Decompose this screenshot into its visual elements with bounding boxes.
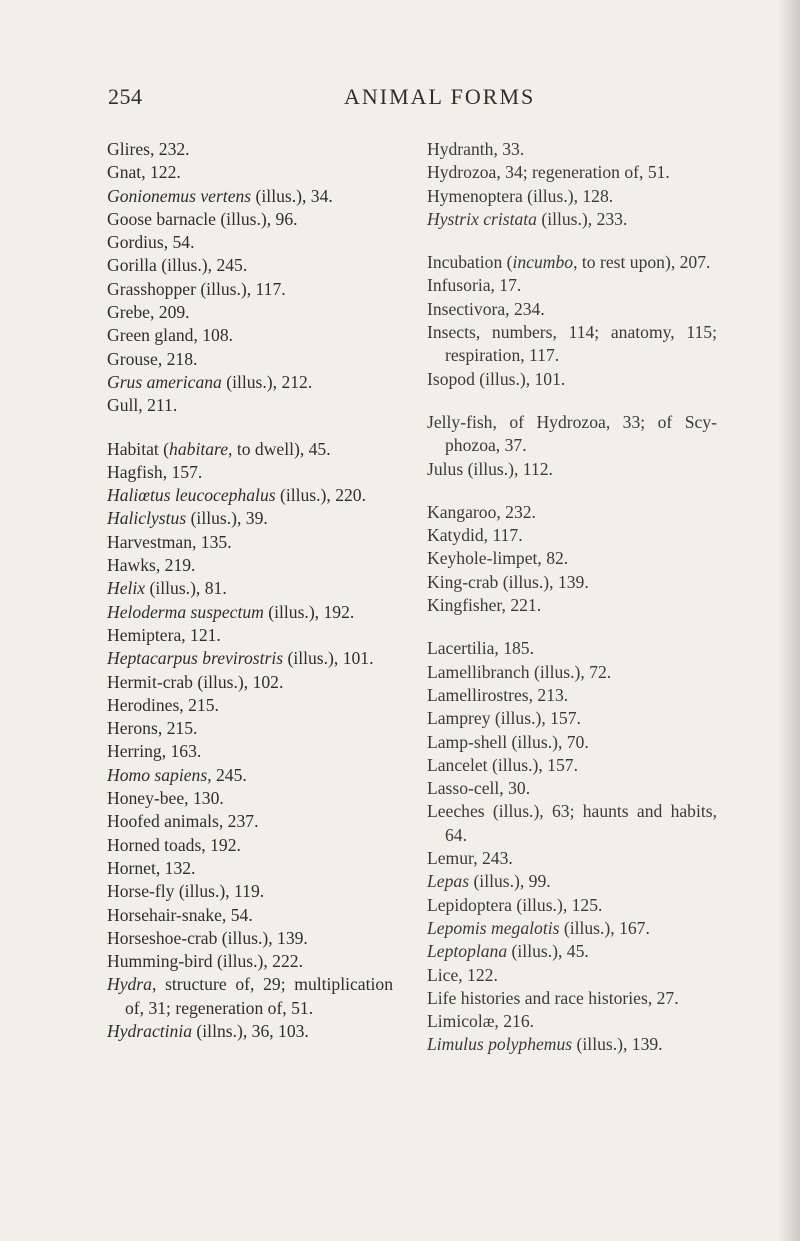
index-entry-italic-term: Heptacarpus brevirostris <box>107 648 284 669</box>
index-entry-italic-term: Lepas <box>427 871 470 892</box>
index-entry <box>107 834 393 857</box>
index-entry-text: Keyhole-limpet, 82. <box>427 548 569 569</box>
index-entry-text: Lacertilia, 185. <box>427 638 534 659</box>
index-entry <box>107 324 393 347</box>
index-entry <box>427 524 717 547</box>
index-entry <box>107 371 393 394</box>
index-entry <box>427 731 717 754</box>
index-entry-text: King-crab (illus.), 139. <box>427 571 589 592</box>
index-entry-text: Lemur, 243. <box>427 848 513 869</box>
index-entry-text: Horsehair-snake, 54. <box>107 904 253 925</box>
index-entry-text: (illus.), 39. <box>186 508 268 529</box>
index-entry <box>427 571 717 594</box>
page-edge-shadow <box>778 0 800 1241</box>
index-column-right <box>427 138 717 1057</box>
index-entry <box>427 684 717 707</box>
index-entry-text: (illns.), 36, 103. <box>192 1020 309 1041</box>
index-entry <box>427 847 717 870</box>
index-entry <box>107 787 393 810</box>
index-entry <box>107 740 393 763</box>
index-entry-text: (illus.), 81. <box>145 578 227 599</box>
index-entry <box>107 278 393 301</box>
index-entry-text: Insectivora, 234. <box>427 298 545 319</box>
index-entry <box>107 348 393 371</box>
index-entry-text: Hornet, 132. <box>107 857 196 878</box>
index-entry-text: (illus.), 34. <box>251 185 333 206</box>
index-entry-text: Life histories and race histories, 27. <box>427 987 679 1008</box>
index-group-k <box>427 501 717 617</box>
index-entry-text: Grouse, 218. <box>107 348 198 369</box>
index-entry-text: Glires, 232. <box>107 139 190 159</box>
index-entry <box>107 810 393 833</box>
index-entry-text: Kingfisher, 221. <box>427 595 542 616</box>
index-entry-text: Herring, 163. <box>107 741 202 762</box>
index-entry-text: Katydid, 117. <box>427 525 523 546</box>
index-entry-text: Incubation ( <box>427 252 513 273</box>
index-entry <box>427 777 717 800</box>
index-entry <box>107 1020 393 1043</box>
index-entry <box>107 717 393 740</box>
index-entry-text: (illus.), 101. <box>283 648 374 669</box>
index-entry-text: Hydrozoa, 34; regeneration of, 51. <box>427 162 670 183</box>
index-entry <box>427 1033 717 1056</box>
index-entry-text: Lamprey (illus.), 157. <box>427 708 581 729</box>
page-number: 254 <box>108 84 143 109</box>
index-entry <box>427 1010 717 1033</box>
index-entry-text: Isopod (illus.), 101. <box>427 368 566 389</box>
group-spacer <box>107 418 393 438</box>
index-entry-text: Lice, 122. <box>427 964 498 985</box>
index-entry-text: Hermit-crab (illus.), 102. <box>107 671 284 692</box>
index-entry-text: (illus.), 192. <box>263 601 355 622</box>
index-entry-italic-term: Gonionemus vertens <box>107 185 252 206</box>
index-entry-text: (illus.), 45. <box>507 941 589 962</box>
index-entry-text: Lamellibranch (illus.), 72. <box>427 661 612 682</box>
index-entry-text: Goose barnacle (illus.), 96. <box>107 208 298 229</box>
index-group-l <box>427 637 717 1056</box>
index-entry <box>107 601 393 624</box>
group-spacer <box>427 481 717 501</box>
index-entry <box>107 577 393 600</box>
index-entry <box>107 764 393 787</box>
index-entry <box>107 231 393 254</box>
index-entry-text: Habitat ( <box>107 438 170 459</box>
index-entry <box>107 507 393 530</box>
index-entry-text: Hoofed animals, 237. <box>107 811 259 832</box>
index-entry <box>107 554 393 577</box>
index-entry <box>427 185 717 208</box>
index-entry <box>427 458 717 481</box>
index-entry <box>427 894 717 917</box>
index-entry <box>427 501 717 524</box>
index-entry-text: Lepidoptera (illus.), 125. <box>427 894 603 915</box>
index-entry-text: Grasshopper (illus.), 117. <box>107 278 286 299</box>
index-entry-italic-term: Leptoplana <box>427 941 508 962</box>
index-entry-text: Grebe, 209. <box>107 302 190 323</box>
index-entry <box>107 694 393 717</box>
index-entry-italic-term: Hydractinia <box>107 1020 193 1041</box>
index-entry-text: , structure of, 29; multiplication of, 31; regeneration of, 51. <box>125 974 393 1018</box>
index-group-h <box>107 438 393 1044</box>
index-entry <box>427 321 717 368</box>
index-entry <box>427 707 717 730</box>
index-entry <box>107 438 393 461</box>
index-entry-text: (illus.), 167. <box>559 917 650 938</box>
index-entry-text: Insects, numbers, 114; anatomy, 115; respiration, 117. <box>427 322 717 366</box>
index-entry-text: (illus.), 139. <box>572 1034 663 1055</box>
index-entry <box>107 254 393 277</box>
index-entry-text: Lamp-shell (illus.), 70. <box>427 731 589 752</box>
index-entry <box>427 138 717 161</box>
index-entry <box>107 138 393 161</box>
index-entry-text: Hymenoptera (illus.), 128. <box>427 185 614 206</box>
index-entry-text: Gnat, 122. <box>107 162 181 183</box>
index-entry-text: Hagfish, 157. <box>107 461 203 482</box>
index-entry-text: Harvestman, 135. <box>107 531 232 552</box>
index-entry <box>107 671 393 694</box>
index-entry-text: (illus.), 212. <box>221 371 313 392</box>
index-entry <box>107 484 393 507</box>
index-entry-italic-term: incumbo <box>512 252 574 273</box>
index-entry-text: Hawks, 219. <box>107 555 196 576</box>
index-entry-text: Jelly-fish, of Hydrozoa, 33; of Scyphozoa, 37. <box>427 411 717 456</box>
index-entry <box>107 904 393 927</box>
index-entry-italic-term: Haliœtus leucocephalus <box>107 485 276 506</box>
index-entry <box>107 185 393 208</box>
index-entry-italic-term: Heloderma suspectum <box>107 601 264 622</box>
index-entry-text: (illus.), 99. <box>469 871 551 892</box>
index-entry <box>107 461 393 484</box>
index-entry-text: Horseshoe-crab (illus.), 139. <box>107 927 308 948</box>
index-entry-italic-term: Haliclystus <box>107 508 187 529</box>
index-entry <box>107 973 393 1020</box>
index-entry <box>427 274 717 297</box>
index-entry <box>107 647 393 670</box>
index-entry-italic-term: Hystrix cristata <box>427 208 537 229</box>
index-entry-italic-term: Hydra <box>107 974 152 995</box>
index-entry-text: Hemiptera, 121. <box>107 624 221 645</box>
index-entry <box>427 411 717 458</box>
index-entry-text: Herodines, 215. <box>107 694 219 715</box>
index-entry-text: Kangaroo, 232. <box>427 501 536 522</box>
index-entry-text: Leeches (illus.), 63; haunts and habits, 64. <box>427 801 717 845</box>
index-entry <box>107 208 393 231</box>
index-entry-text: Gull, 211. <box>107 395 178 416</box>
index-entry <box>107 394 393 417</box>
index-entry-text: Limicolæ, 216. <box>427 1011 535 1032</box>
index-entry-text: (illus.), 233. <box>536 208 628 229</box>
index-entry <box>427 870 717 893</box>
index-group-i <box>427 251 717 391</box>
index-entry-text: Humming-bird (illus.), 222. <box>107 951 303 972</box>
index-entry <box>427 661 717 684</box>
index-entry-text: , to dwell), 45. <box>228 438 331 459</box>
index-entry <box>107 880 393 903</box>
index-entry-italic-term: habitare <box>169 438 229 459</box>
index-entry-text: (illus.), 220. <box>275 485 367 506</box>
page-header <box>108 84 708 114</box>
group-spacer <box>427 231 717 251</box>
index-group-g <box>107 138 393 418</box>
index-entry-text: Hydranth, 33. <box>427 139 525 159</box>
index-entry-text: Julus (illus.), 112. <box>427 458 553 479</box>
group-spacer <box>427 617 717 637</box>
index-entry <box>107 161 393 184</box>
index-entry <box>427 964 717 987</box>
index-group-h-continued <box>427 138 717 231</box>
index-entry-italic-term: Limulus polyphemus <box>427 1034 573 1055</box>
index-entry <box>427 298 717 321</box>
index-column-left <box>107 138 393 1043</box>
index-entry <box>107 301 393 324</box>
index-entry <box>427 800 717 847</box>
index-entry <box>427 208 717 231</box>
running-title: ANIMAL FORMS <box>344 84 536 109</box>
index-entry-italic-term: Helix <box>107 578 146 599</box>
index-entry <box>107 950 393 973</box>
index-entry <box>427 161 717 184</box>
index-entry-text: Green gland, 108. <box>107 325 234 346</box>
index-entry-text: , to rest upon), 207. <box>573 252 711 273</box>
index-entry-text: Lamellirostres, 213. <box>427 684 569 705</box>
index-entry-text: Horse-fly (illus.), 119. <box>107 881 265 902</box>
index-entry-italic-term: Homo sapiens <box>107 764 208 785</box>
index-entry <box>427 917 717 940</box>
index-entry-italic-term: Grus americana <box>107 371 222 392</box>
index-entry-italic-term: Lepomis megalotis <box>427 917 560 938</box>
index-entry <box>427 547 717 570</box>
index-entry-text: Gordius, 54. <box>107 232 195 253</box>
index-entry-text: , 245. <box>207 764 247 785</box>
index-entry <box>107 531 393 554</box>
index-entry-text: Lasso-cell, 30. <box>427 778 531 799</box>
index-entry <box>107 857 393 880</box>
index-entry <box>427 637 717 660</box>
index-entry-text: Infusoria, 17. <box>427 275 522 296</box>
index-entry-text: Honey-bee, 130. <box>107 788 224 809</box>
index-entry-text: Gorilla (illus.), 245. <box>107 255 248 276</box>
index-entry <box>427 251 717 274</box>
index-entry <box>107 927 393 950</box>
index-entry-text: Lancelet (illus.), 157. <box>427 754 578 775</box>
index-entry <box>107 624 393 647</box>
index-entry <box>427 594 717 617</box>
index-entry <box>427 987 717 1010</box>
index-entry <box>427 368 717 391</box>
index-group-j <box>427 411 717 481</box>
index-entry-text: Horned toads, 192. <box>107 834 241 855</box>
group-spacer <box>427 391 717 411</box>
index-entry <box>427 754 717 777</box>
index-entry <box>427 940 717 963</box>
index-entry-text: Herons, 215. <box>107 718 198 739</box>
